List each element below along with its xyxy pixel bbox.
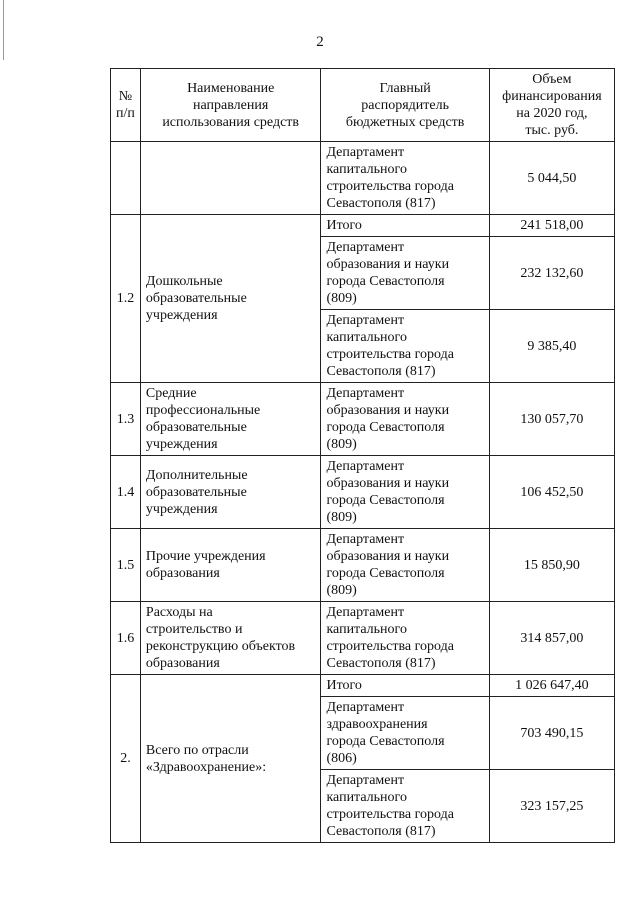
amount-cell: 232 132,60: [489, 237, 614, 310]
section-num-cell: 1.2: [111, 215, 141, 383]
section-num-cell: 1.5: [111, 529, 141, 602]
section-name-cell: Всего по отрасли «Здравоохранение»:: [140, 675, 321, 843]
admin-cell: Департамент образования и науки города Севастополя (809): [321, 383, 489, 456]
amount-cell: 1 026 647,40: [489, 675, 614, 697]
amount-cell: 106 452,50: [489, 456, 614, 529]
section-num-cell: 1.3: [111, 383, 141, 456]
amount-cell: 314 857,00: [489, 602, 614, 675]
row-name-cell: [140, 142, 321, 215]
table-header-row: [111, 69, 615, 142]
table-row: [111, 142, 615, 215]
table-row: [111, 602, 615, 675]
admin-cell: Департамент здравоохранения города Севастополя (806): [321, 697, 489, 770]
admin-cell: Департамент капитального строительства города Севастополя (817): [321, 602, 489, 675]
table-row: [111, 383, 615, 456]
budget-table: [110, 68, 615, 843]
section-num-cell: 1.4: [111, 456, 141, 529]
section-num-cell: 1.6: [111, 602, 141, 675]
admin-cell: Департамент образования и науки города Севастополя (809): [321, 237, 489, 310]
admin-cell: Итого: [321, 675, 489, 697]
amount-cell: 130 057,70: [489, 383, 614, 456]
header-amount: Объем финансирования на 2020 год, тыс. руб.: [489, 69, 614, 142]
admin-cell: Департамент образования и науки города Севастополя (809): [321, 456, 489, 529]
admin-cell: Департамент капитального строительства города Севастополя (817): [321, 142, 489, 215]
amount-cell: 703 490,15: [489, 697, 614, 770]
section-name-cell: Дополнительные образовательные учреждения: [140, 456, 321, 529]
header-num: № п/п: [111, 69, 141, 142]
row-num-cell: [111, 142, 141, 215]
section-name-cell: Дошкольные образовательные учреждения: [140, 215, 321, 383]
amount-cell: 5 044,50: [489, 142, 614, 215]
table-row: [111, 456, 615, 529]
amount-cell: 241 518,00: [489, 215, 614, 237]
table-row: [111, 215, 615, 237]
section-num-cell: 2.: [111, 675, 141, 843]
header-name: Наименование направления использования средств: [140, 69, 321, 142]
amount-cell: 15 850,90: [489, 529, 614, 602]
section-name-cell: Расходы на строительство и реконструкцию объектов образования: [140, 602, 321, 675]
admin-cell: Департамент образования и науки города Севастополя (809): [321, 529, 489, 602]
admin-cell: Итого: [321, 215, 489, 237]
admin-cell: Департамент капитального строительства города Севастополя (817): [321, 770, 489, 843]
section-name-cell: Прочие учреждения образования: [140, 529, 321, 602]
page-number: 2: [316, 34, 324, 50]
amount-cell: 323 157,25: [489, 770, 614, 843]
section-name-cell: Средние профессиональные образовательные учреждения: [140, 383, 321, 456]
header-admin: Главный распорядитель бюджетных средств: [321, 69, 489, 142]
table-row: [111, 529, 615, 602]
amount-cell: 9 385,40: [489, 310, 614, 383]
admin-cell: Департамент капитального строительства города Севастополя (817): [321, 310, 489, 383]
scan-edge-line: [3, 0, 4, 60]
table-row: [111, 675, 615, 697]
